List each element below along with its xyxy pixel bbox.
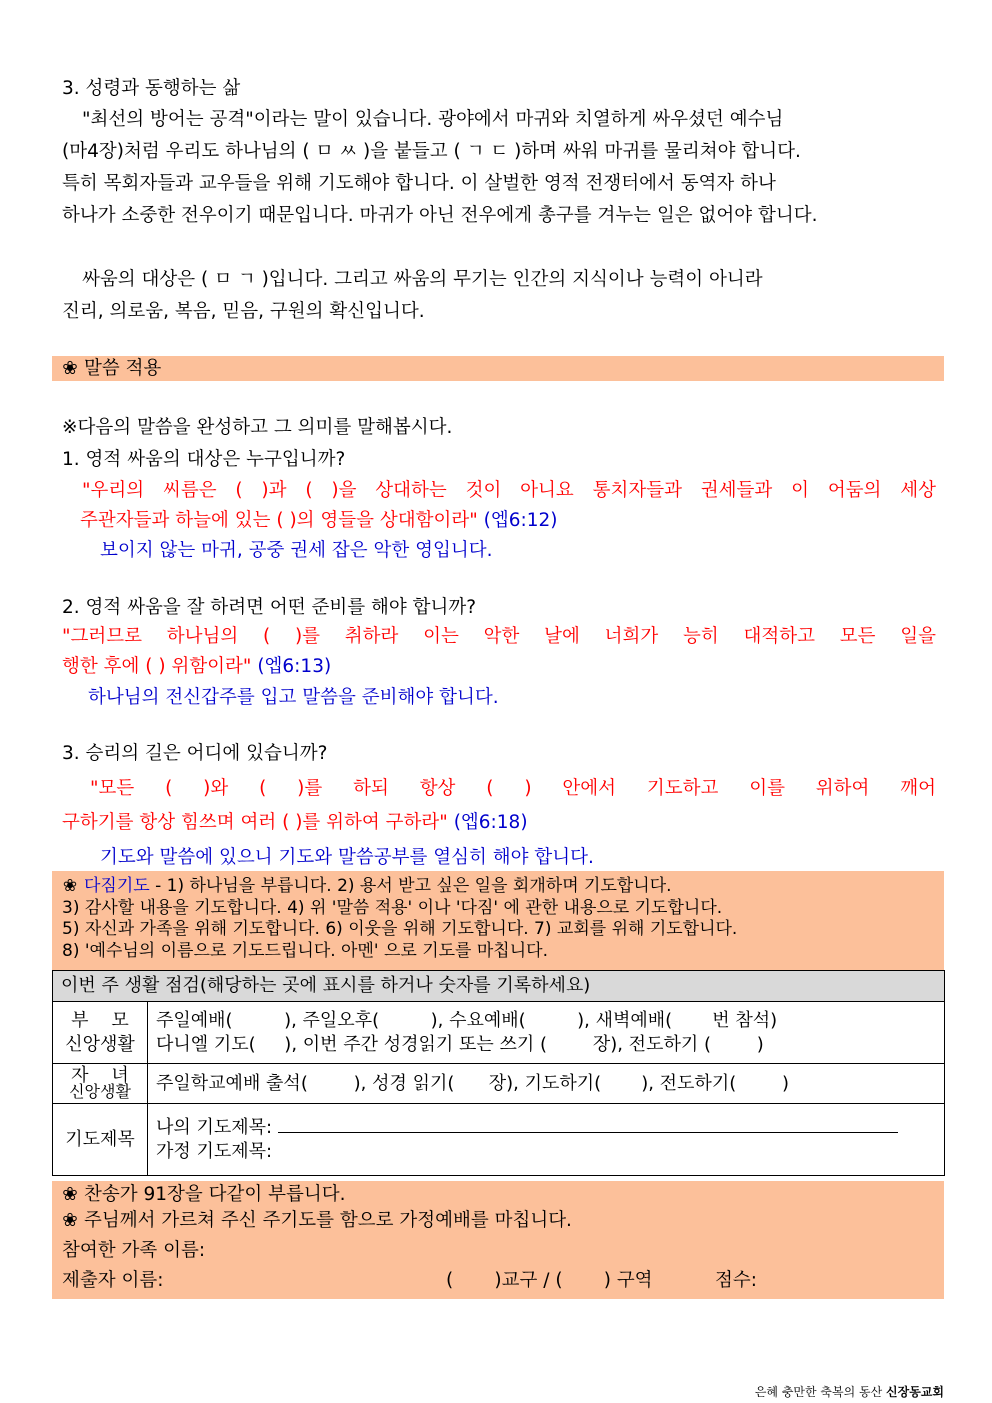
label-text: 신앙생활 xyxy=(65,1033,135,1055)
label-text: 신앙생활 xyxy=(69,1081,131,1101)
answer-2: 하나님의 전신갑주를 입고 말씀을 준비해야 합니다. xyxy=(88,687,499,708)
text: "최선의 방어는 공격"이라는 말이 있습니다. 광야에서 마귀와 치열하게 싸우셨던 예수님 xyxy=(82,109,784,130)
my-prayer-field[interactable] xyxy=(278,1118,898,1133)
prayer-line: 8) '예수님의 이름으로 기도드립니다. 아멘' 으로 기도를 마칩니다. xyxy=(62,941,548,961)
score-label: 점수: xyxy=(715,1270,757,1291)
children-checks: 주일학교예배 출석( ), 성경 읽기( 장), 기도하기( ), 전도하기( ) xyxy=(148,1064,945,1104)
text: 싸움의 대상은 ( ㅁ ㄱ )입니다. 그리고 싸움의 무기는 인간의 지식이나 능력이 아니라 xyxy=(82,269,763,290)
question-2: 2. 영적 싸움을 잘 하려면 어떤 준비를 해야 합니까? xyxy=(62,597,477,618)
checklist-header: 이번 주 생활 점검(해당하는 곳에 표시를 하거나 숫자를 기록하세요) xyxy=(53,971,945,1002)
verse-line: "모든 ( )와 ( )를 하되 항상 ( ) 안에서 기도하고 이를 위하여 깨어 xyxy=(90,778,936,799)
prayer-topics xyxy=(148,1104,945,1176)
prayer-topics-label: 기도제목 xyxy=(53,1104,148,1176)
lords-prayer-text: 주님께서 가르쳐 주신 주기도를 함으로 가정예배를 마칩니다. xyxy=(84,1210,572,1231)
verse-text: 주관자들과 하늘에 있는 ( )의 영들을 상대함이라" xyxy=(80,510,478,531)
my-prayer-row xyxy=(156,1116,936,1140)
district-field: ( )교구 / ( ) 구역 xyxy=(446,1270,653,1291)
flower-icon: ❀ xyxy=(62,876,78,896)
paragraph-line xyxy=(62,267,936,293)
prayer-text: - 1) 하나님을 부릅니다. 2) 용서 받고 싶은 일을 회개하며 기도합니다. xyxy=(149,876,672,896)
label-text: 부 모 xyxy=(71,1009,129,1031)
answer-1: 보이지 않는 마귀, 공중 권세 잡은 악한 영입니다. xyxy=(100,540,493,561)
section-title: 3. 성령과 동행하는 삶 xyxy=(62,78,241,99)
family-names-label: 참여한 가족 이름: xyxy=(62,1240,206,1261)
my-prayer-label: 나의 기도제목: xyxy=(156,1116,273,1138)
verse-reference: (엡6:13) xyxy=(257,656,332,677)
check-line: 다니엘 기도( ), 이번 주간 성경읽기 또는 쓰기 ( 장), 전도하기 ( ) xyxy=(156,1033,764,1055)
prayer-section xyxy=(52,871,944,970)
hymn-text: 찬송가 91장을 다같이 부릅니다. xyxy=(84,1184,346,1205)
parents-checks xyxy=(148,1002,945,1064)
verse-line: "그러므로 하나님의 ( )를 취하라 이는 악한 날에 너희가 능히 대적하고 모든 일을 xyxy=(62,626,936,647)
footer-text: 은혜 충만한 축복의 동산 xyxy=(754,1385,883,1399)
instruction: ※다음의 말씀을 완성하고 그 의미를 말해봅시다. xyxy=(62,417,453,438)
flower-icon: ❀ xyxy=(62,1184,78,1205)
hymn-line xyxy=(62,1183,346,1207)
verse-line xyxy=(62,810,528,836)
paragraph-line: 진리, 의로움, 복음, 믿음, 구원의 확신입니다. xyxy=(62,301,425,322)
application-header xyxy=(52,356,944,381)
verse-line xyxy=(80,508,558,534)
weekly-checklist xyxy=(52,970,945,1176)
verse-reference: (엡6:18) xyxy=(453,812,528,833)
verse-text: 구하기를 항상 힘쓰며 여러 ( )를 위하여 구하라" xyxy=(62,812,448,833)
family-prayer-label: 가정 기도제목: xyxy=(156,1140,273,1162)
lords-prayer-line xyxy=(62,1209,572,1233)
footer xyxy=(755,1385,944,1399)
text: (마4장)처럼 우리도 하나님의 ( ㅁ ㅆ )을 붙들고 ( ㄱ ㄷ )하며 싸워 마귀를 물리쳐야 합니다. xyxy=(62,141,801,162)
prayer-line xyxy=(62,876,672,897)
church-name: 신장동교회 xyxy=(886,1385,944,1399)
closing-section xyxy=(52,1181,944,1299)
flower-icon: ❀ xyxy=(62,1210,78,1231)
paragraph-line xyxy=(62,171,936,197)
paragraph-line xyxy=(62,139,936,165)
verse-line xyxy=(62,654,331,680)
flower-icon: ❀ xyxy=(62,358,78,379)
header-text: 말씀 적용 xyxy=(84,358,162,379)
submitter-label: 제출자 이름: xyxy=(62,1270,164,1291)
prayer-line: 5) 자신과 가족을 위해 기도합니다. 6) 이웃을 위해 기도합니다. 7) 교회를 위해 기도합니다. xyxy=(62,919,738,939)
parents-label xyxy=(53,1002,148,1064)
paragraph-line xyxy=(62,203,936,229)
question-1: 1. 영적 싸움의 대상은 누구입니까? xyxy=(62,449,346,470)
label-text: 자 녀 xyxy=(71,1064,129,1086)
prayer-label: 다짐기도 xyxy=(84,876,150,896)
text: 특히 목회자들과 교우들을 위해 기도해야 합니다. 이 살벌한 영적 전쟁터에서 동역자 하나 xyxy=(62,173,776,194)
question-3: 3. 승리의 길은 어디에 있습니까? xyxy=(62,743,328,764)
prayer-line: 3) 감사할 내용을 기도합니다. 4) 위 '말씀 적용' 이나 '다짐' 에 관한 내용으로 기도합니다. xyxy=(62,898,723,918)
answer-3: 기도와 말씀에 있으니 기도와 말씀공부를 열심히 해야 합니다. xyxy=(100,847,594,868)
verse-line: "우리의 씨름은 ( )과 ( )을 상대하는 것이 아니요 통치자들과 권세들과 이 어둠의 세상 xyxy=(82,480,936,501)
verse-text: 행한 후에 ( ) 위함이라" xyxy=(62,656,252,677)
children-label xyxy=(53,1064,148,1104)
check-line: 주일예배( ), 주일오후( ), 수요예배( ), 새벽예배( 번 참석) xyxy=(156,1009,778,1031)
text: 하나가 소중한 전우이기 때문입니다. 마귀가 아닌 전우에게 총구를 겨누는 일은 없어야 합니다. xyxy=(62,205,818,226)
paragraph-line xyxy=(62,107,936,133)
verse-reference: (엡6:12) xyxy=(483,510,558,531)
